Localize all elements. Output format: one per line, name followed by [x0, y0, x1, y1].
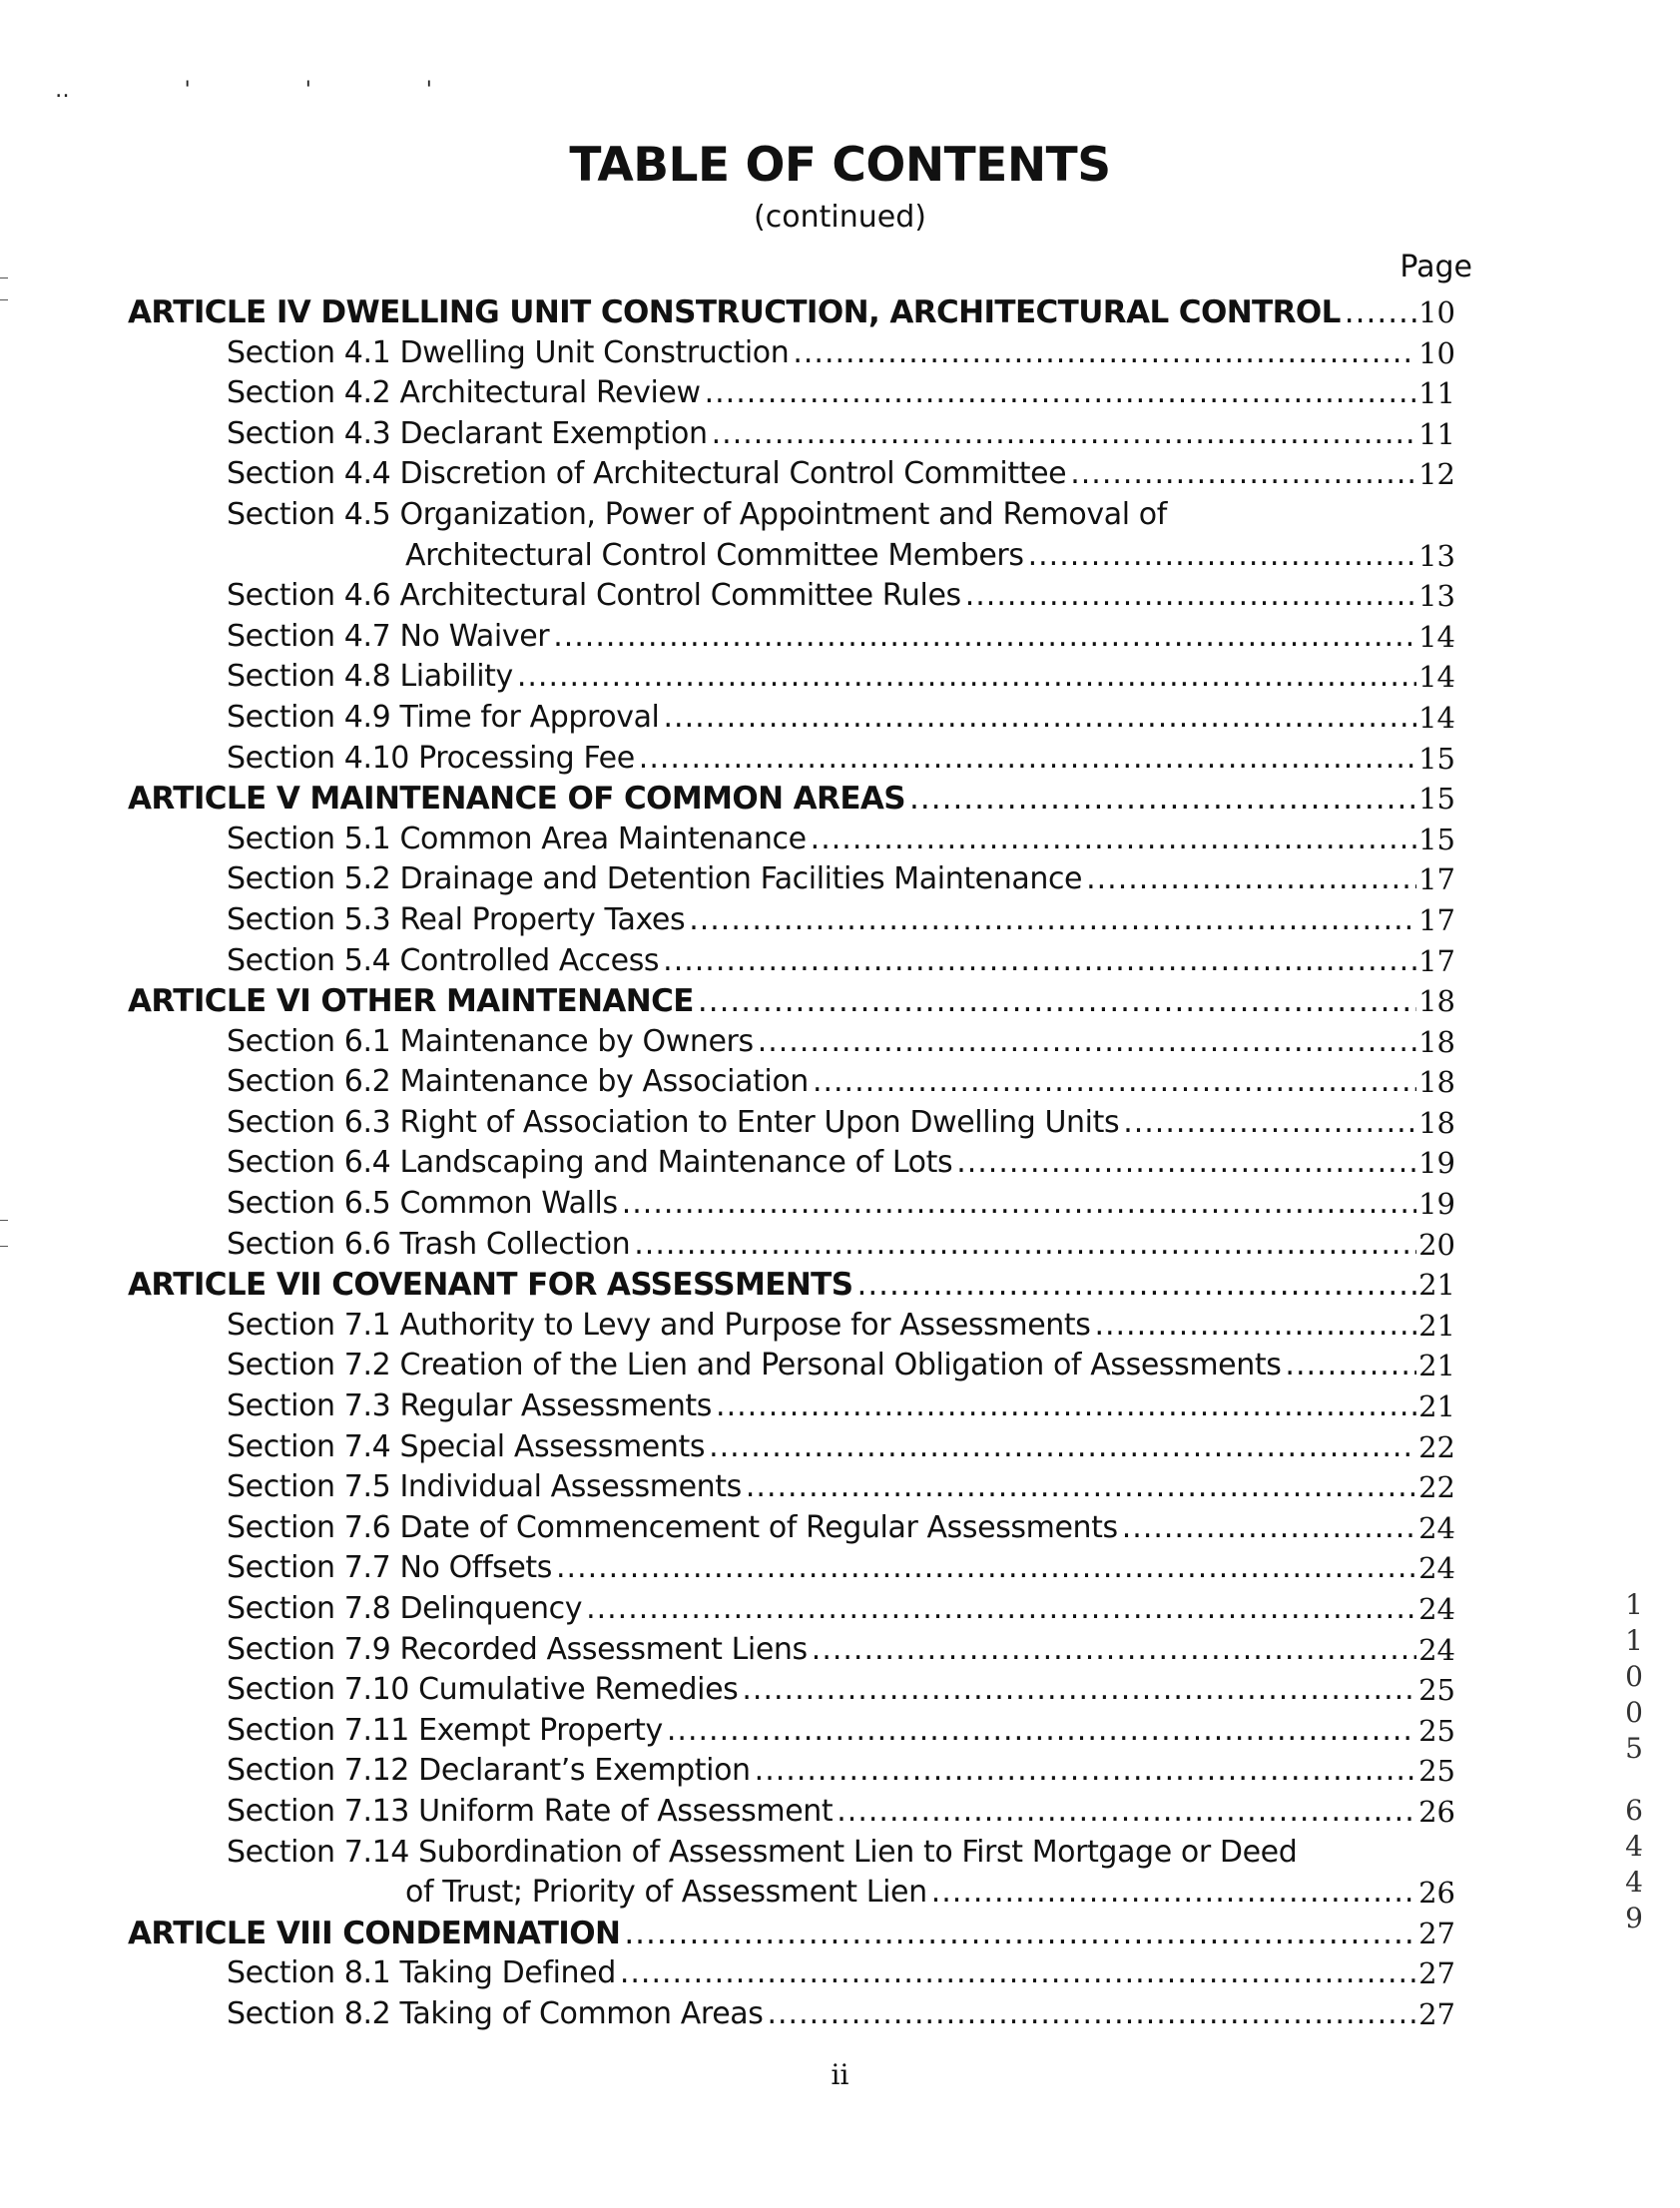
dot-leader	[755, 1751, 1416, 1792]
scan-tick	[0, 277, 8, 278]
toc-entry-page: 24	[1418, 1551, 1455, 1586]
toc-entry-page: 18	[1418, 984, 1455, 1019]
dot-leader	[813, 1062, 1416, 1103]
toc-article-entry	[128, 1265, 1455, 1306]
toc-entry-label: Section 4.3 Declarant Exemption	[227, 415, 708, 451]
toc-entry-label: Section 4.5 Organization, Power of Appointment and Removal of	[227, 496, 1167, 532]
toc-entry-label: Section 7.6 Date of Commencement of Regular Assessments	[227, 1509, 1118, 1545]
stamp-digit: 5	[1625, 1732, 1643, 1765]
toc-section-entry	[128, 1751, 1455, 1792]
toc-article-entry	[128, 981, 1455, 1022]
toc-entry-label: Section 7.7 No Offsets	[227, 1550, 552, 1586]
dot-leader	[705, 373, 1416, 414]
toc-entry-label: Section 4.4 Discretion of Architectural Control Committee	[227, 456, 1067, 492]
toc-section-entry	[128, 1670, 1455, 1711]
toc-section-entry	[128, 454, 1455, 495]
toc-section-entry	[128, 1346, 1455, 1386]
toc-entry-page: 27	[1418, 1916, 1455, 1950]
toc-entry-page: 19	[1418, 1187, 1455, 1222]
toc-section-entry	[128, 1994, 1455, 2035]
toc-section-entry	[128, 1184, 1455, 1225]
toc-entry-page: 18	[1418, 1105, 1455, 1140]
toc-entry-page: 21	[1418, 1268, 1455, 1303]
toc-section-entry	[128, 1062, 1455, 1103]
toc-entry-page: 15	[1418, 822, 1455, 856]
toc-entry-page: 17	[1418, 862, 1455, 897]
toc-entry-label: Section 4.10 Processing Fee	[227, 740, 635, 776]
scan-marks: ‥ ' ' '	[55, 78, 486, 103]
dot-leader	[856, 1265, 1416, 1306]
toc-entry-label: of Trust; Priority of Assessment Lien	[405, 1875, 927, 1911]
dot-leader	[1345, 292, 1416, 333]
toc-section-entry	[128, 1427, 1455, 1468]
toc-entry-page: 10	[1418, 335, 1455, 370]
stamp-digit: 4	[1625, 1830, 1643, 1863]
toc-entry-label: Section 7.3 Regular Assessments	[227, 1388, 713, 1424]
toc-entry-label: Section 6.5 Common Walls	[227, 1186, 618, 1222]
dot-leader	[837, 1792, 1416, 1833]
toc-entry-label: Section 4.1 Dwelling Unit Construction	[227, 334, 790, 370]
dot-leader	[742, 1670, 1416, 1711]
dot-leader	[553, 617, 1416, 658]
toc-entry-label: Section 5.1 Common Area Maintenance	[227, 821, 807, 856]
dot-leader	[586, 1589, 1416, 1630]
toc-entry-label: Section 4.6 Architectural Control Committee Rules	[227, 578, 961, 614]
toc-entry-label: Section 6.4 Landscaping and Maintenance of Lots	[227, 1145, 953, 1181]
toc-entry-page: 10	[1418, 295, 1455, 329]
toc-entry-label: Section 6.6 Trash Collection	[227, 1226, 631, 1262]
dot-leader	[956, 1143, 1416, 1184]
toc-section-entry	[128, 333, 1455, 374]
toc-section-entry	[128, 1953, 1455, 1994]
toc-entry-page: 14	[1418, 700, 1455, 735]
toc-entry-page: 15	[1418, 782, 1455, 817]
toc-entry-page: 15	[1418, 741, 1455, 776]
stamp-digit: 6	[1625, 1794, 1643, 1827]
toc-entry-page: 11	[1418, 376, 1455, 411]
scan-tick	[0, 299, 8, 300]
toc-entry-page: 21	[1418, 1349, 1455, 1383]
stamp-digit: 1	[1625, 1624, 1643, 1657]
dot-leader	[965, 576, 1416, 617]
dot-leader	[634, 1225, 1416, 1266]
toc-entry-page: 21	[1418, 1308, 1455, 1343]
stamp-digit: 1	[1625, 1588, 1643, 1621]
toc-section-entry	[128, 1711, 1455, 1752]
dot-leader	[793, 333, 1416, 374]
toc-entry-page: 11	[1418, 416, 1455, 451]
toc-entry-label: Section 7.5 Individual Assessments	[227, 1469, 742, 1505]
toc-entry-page: 13	[1418, 538, 1455, 573]
toc-section-entry	[128, 1630, 1455, 1671]
dot-leader	[1122, 1508, 1416, 1549]
toc-section-entry	[128, 414, 1455, 455]
toc-entry-label: Section 6.2 Maintenance by Association	[227, 1064, 809, 1100]
toc-section-entry	[128, 1306, 1455, 1347]
toc-entry-page: 14	[1418, 660, 1455, 695]
page-title: TABLE OF CONTENTS	[569, 138, 1111, 193]
page-subtitle: (continued)	[754, 200, 926, 235]
toc-entry-label: ARTICLE VII COVENANT FOR ASSESSMENTS	[128, 1267, 853, 1304]
toc-article-entry	[128, 292, 1455, 333]
dot-leader	[909, 779, 1416, 820]
toc-entry-label: Section 4.9 Time for Approval	[227, 699, 660, 735]
toc-entry-page: 27	[1418, 1996, 1455, 2031]
toc-entry-page: 24	[1418, 1632, 1455, 1667]
recording-stamp-number	[1619, 1587, 1649, 1936]
toc-entry-page: 26	[1418, 1794, 1455, 1829]
toc-section-entry	[128, 536, 1455, 577]
toc-article-entry	[128, 779, 1455, 820]
toc-entry-label: Section 7.13 Uniform Rate of Assessment	[227, 1793, 834, 1829]
dot-leader	[1094, 1306, 1416, 1347]
toc-section-entry	[128, 1548, 1455, 1589]
stamp-digit: 4	[1625, 1866, 1643, 1899]
toc-section-entry	[128, 1792, 1455, 1833]
dot-leader	[746, 1467, 1416, 1508]
dot-leader	[664, 698, 1417, 739]
toc-entry-label: Section 5.3 Real Property Taxes	[227, 901, 686, 937]
toc-entry-label: ARTICLE V MAINTENANCE OF COMMON AREAS	[128, 781, 906, 818]
toc-entry-page: 21	[1418, 1389, 1455, 1424]
toc-entry-page: 17	[1418, 902, 1455, 937]
dot-leader	[624, 1914, 1416, 1954]
toc-entry-page: 22	[1418, 1470, 1455, 1505]
toc-entry-label: Section 7.4 Special Assessments	[227, 1428, 706, 1464]
toc-section-entry	[128, 1103, 1455, 1144]
toc-entry-label: Section 7.14 Subordination of Assessment Lien to First Mortgage or Deed	[227, 1834, 1298, 1870]
toc-section-entry	[128, 617, 1455, 658]
scan-tick	[0, 1246, 8, 1247]
dot-leader	[639, 739, 1416, 780]
toc-section-entry	[128, 739, 1455, 780]
stamp-digit: 0	[1625, 1696, 1643, 1729]
footer-page-number: ii	[831, 2058, 849, 2091]
toc-article-entry	[128, 1914, 1455, 1954]
dot-leader	[709, 1427, 1416, 1468]
toc-entry-label: Section 7.8 Delinquency	[227, 1591, 583, 1626]
toc-section-entry	[128, 698, 1455, 739]
dot-leader	[812, 1630, 1416, 1671]
toc-entry-label: Section 4.7 No Waiver	[227, 618, 550, 654]
toc-entry-page: 13	[1418, 579, 1455, 614]
toc-entry-label: Section 7.1 Authority to Levy and Purpose for Assessments	[227, 1307, 1091, 1343]
toc-section-entry	[128, 495, 1455, 536]
dot-leader	[622, 1184, 1416, 1225]
toc-section-entry	[128, 1143, 1455, 1184]
toc-section-entry	[128, 820, 1455, 860]
dot-leader	[931, 1873, 1416, 1914]
toc-entry-label: Section 7.9 Recorded Assessment Liens	[227, 1631, 808, 1667]
scan-tick	[0, 1220, 8, 1221]
toc-entry-label: ARTICLE IV DWELLING UNIT CONSTRUCTION, ARCHITECTURAL CONTROL	[128, 294, 1341, 330]
dot-leader	[1070, 454, 1416, 495]
page-column-header: Page	[1400, 250, 1472, 284]
toc-entry-page: 12	[1418, 457, 1455, 492]
dot-leader	[811, 820, 1416, 860]
toc-section-entry	[128, 1873, 1455, 1914]
toc-entry-label: Section 7.10 Cumulative Remedies	[227, 1672, 739, 1708]
dot-leader	[663, 941, 1416, 982]
toc-section-entry	[128, 1386, 1455, 1427]
toc-entry-label: Section 5.2 Drainage and Detention Facilities Maintenance	[227, 861, 1083, 897]
dot-leader	[556, 1548, 1416, 1589]
dot-leader	[758, 1022, 1416, 1063]
toc-section-entry	[128, 1225, 1455, 1266]
dot-leader	[517, 657, 1416, 698]
dot-leader	[712, 414, 1416, 455]
toc-section-entry	[128, 373, 1455, 414]
toc-entry-page: 14	[1418, 619, 1455, 654]
dot-leader	[620, 1953, 1416, 1994]
toc-entry-label: Section 6.3 Right of Association to Enter Upon Dwelling Units	[227, 1104, 1120, 1140]
toc-section-entry	[128, 1022, 1455, 1063]
toc-entry-label: Section 4.2 Architectural Review	[227, 375, 701, 411]
toc-entry-label: ARTICLE VI OTHER MAINTENANCE	[128, 983, 694, 1020]
toc-entry-page: 25	[1418, 1673, 1455, 1708]
toc-entry-page: 25	[1418, 1754, 1455, 1789]
dot-leader	[1123, 1103, 1416, 1144]
toc-section-entry	[128, 1467, 1455, 1508]
toc-entry-page: 18	[1418, 1065, 1455, 1100]
dot-leader	[767, 1994, 1416, 2035]
toc-entry-label: Section 7.11 Exempt Property	[227, 1712, 663, 1748]
stamp-digit: 9	[1625, 1902, 1643, 1934]
stamp-digit: 0	[1625, 1660, 1643, 1693]
dot-leader	[1086, 859, 1416, 900]
dot-leader	[716, 1386, 1416, 1427]
toc-section-entry	[128, 1508, 1455, 1549]
toc-section-entry	[128, 1589, 1455, 1630]
toc-entry-label: Section 6.1 Maintenance by Owners	[227, 1023, 754, 1059]
toc-section-entry	[128, 1833, 1455, 1874]
toc-entry-label: Section 8.1 Taking Defined	[227, 1955, 616, 1991]
toc-entry-page: 24	[1418, 1510, 1455, 1545]
toc-entry-page: 24	[1418, 1592, 1455, 1626]
toc-entry-page: 25	[1418, 1713, 1455, 1748]
toc-section-entry	[128, 576, 1455, 617]
toc-section-entry	[128, 657, 1455, 698]
toc-entry-page: 27	[1418, 1956, 1455, 1991]
toc-entry-label: Section 4.8 Liability	[227, 659, 513, 695]
toc-section-entry	[128, 941, 1455, 982]
dot-leader	[1285, 1346, 1416, 1386]
toc-entry-page: 17	[1418, 943, 1455, 978]
toc-section-entry	[128, 859, 1455, 900]
toc-entry-page: 22	[1418, 1429, 1455, 1464]
toc-entry-label: Section 7.2 Creation of the Lien and Personal Obligation of Assessments	[227, 1348, 1282, 1383]
dot-leader	[667, 1711, 1416, 1752]
toc-entry-page: 26	[1418, 1876, 1455, 1911]
dot-leader	[1028, 536, 1417, 577]
table-of-contents	[128, 292, 1455, 2035]
toc-entry-page: 18	[1418, 1024, 1455, 1059]
toc-entry-label: Section 8.2 Taking of Common Areas	[227, 1995, 764, 2031]
toc-entry-label: Architectural Control Committee Members	[405, 537, 1024, 573]
toc-entry-page: 20	[1418, 1227, 1455, 1262]
toc-section-entry	[128, 900, 1455, 941]
toc-entry-label: ARTICLE VIII CONDEMNATION	[128, 1915, 621, 1951]
dot-leader	[689, 900, 1416, 941]
toc-entry-label: Section 7.12 Declarant’s Exemption	[227, 1753, 751, 1789]
dot-leader	[698, 981, 1416, 1022]
toc-entry-label: Section 5.4 Controlled Access	[227, 942, 660, 978]
toc-entry-page: 19	[1418, 1146, 1455, 1181]
